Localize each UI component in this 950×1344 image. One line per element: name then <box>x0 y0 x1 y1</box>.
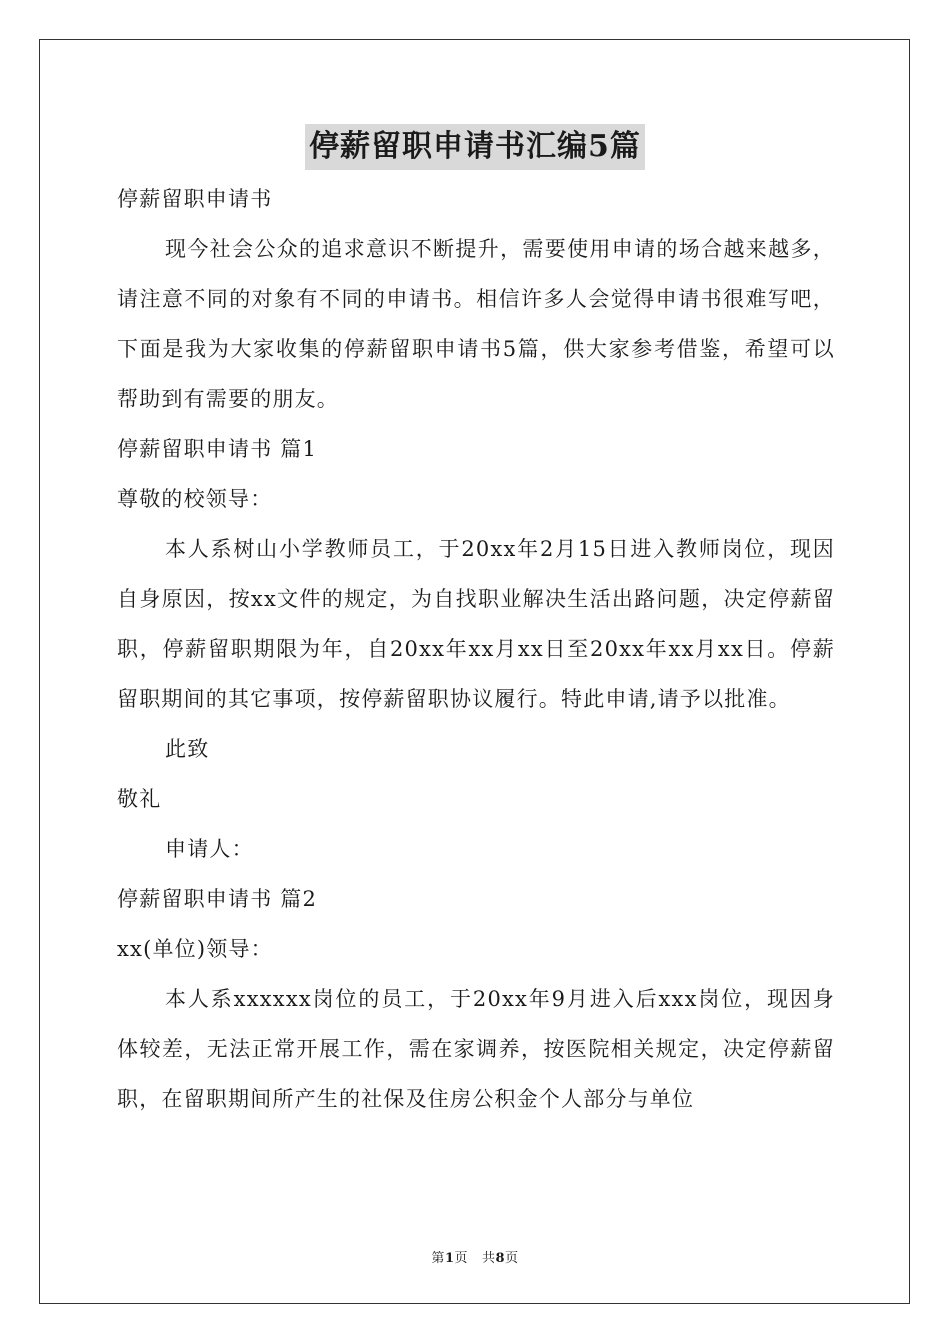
title-container <box>0 124 950 170</box>
paragraph: 本人系树山小学教师员工，于20xx年2月15日进入教师岗位，现因自身原因，按xx文件的规定，为自找职业解决生活出路问题，决定停薪留职，停薪留职期限为年，自20xx年xx月xx日至20xx年xx月xx日。停薪留职期间的其它事项，按停薪留职协议履行。特此申请,请予以批准。 <box>117 537 835 711</box>
closing-regards: 敬礼 <box>117 787 162 811</box>
current-page-number: 1 <box>444 1251 455 1266</box>
salutation: xx(单位)领导： <box>117 937 273 961</box>
total-pages-number: 8 <box>495 1251 506 1266</box>
total-suffix: 页 <box>505 1251 519 1266</box>
page-suffix: 页 <box>454 1251 468 1266</box>
document-title: 停薪留职申请书汇编5篇 <box>305 124 645 170</box>
page-prefix: 第 <box>431 1251 445 1266</box>
salutation: 尊敬的校领导： <box>117 487 273 511</box>
total-prefix: 共 <box>482 1251 496 1266</box>
paragraph: 现今社会公众的追求意识不断提升，需要使用申请的场合越来越多，请注意不同的对象有不同的申请书。相信许多人会觉得申请书很难写吧，下面是我为大家收集的停薪留职申请书5篇，供大家参考借鉴，希望可以帮助到有需要的朋友。 <box>117 237 835 411</box>
closing: 此致 <box>165 737 210 761</box>
document-body <box>117 174 835 1124</box>
paragraph: 本人系xxxxxx岗位的员工，于20xx年9月进入后xxx岗位，现因身体较差，无法正常开展工作，需在家调养，按医院相关规定，决定停薪留职，在留职期间所产生的社保及住房公积金个人部分与单位 <box>117 987 835 1111</box>
section-heading: 停薪留职申请书 篇2 <box>117 887 318 911</box>
applicant-line: 申请人： <box>165 837 254 861</box>
section-heading: 停薪留职申请书 篇1 <box>117 437 318 461</box>
page-footer <box>0 1247 950 1266</box>
paragraph: 停薪留职申请书 <box>117 187 273 211</box>
